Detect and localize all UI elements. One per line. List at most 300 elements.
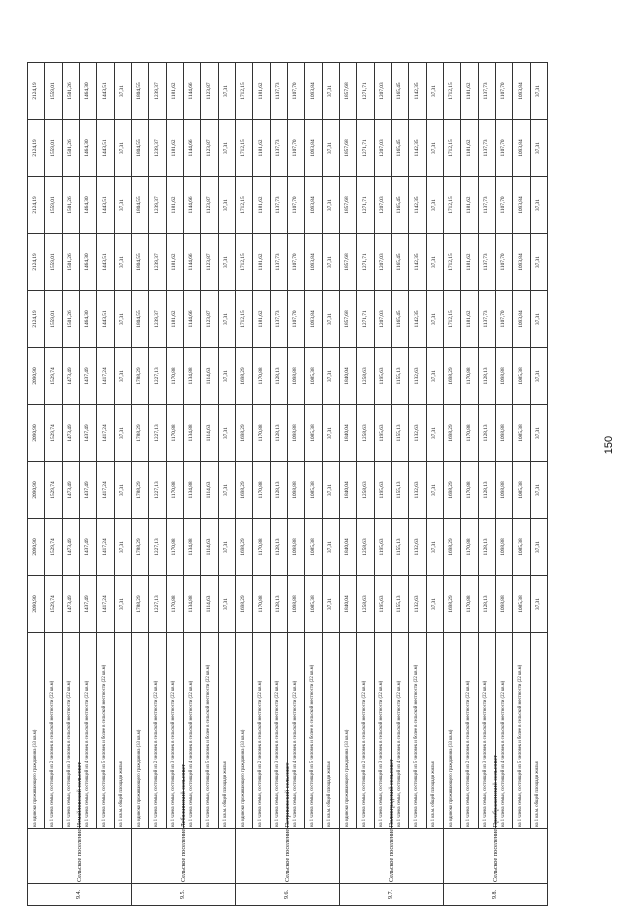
value-cell: 1098,88 — [495, 405, 512, 462]
value-cell: 1128,13 — [478, 348, 495, 405]
value-cell: 1207,03 — [374, 63, 391, 120]
value-cell: 1473,49 — [62, 348, 79, 405]
value-cell: 1128,13 — [270, 348, 287, 405]
value-cell: 1207,03 — [374, 177, 391, 234]
value-cell: 1155,13 — [391, 576, 408, 633]
value-cell: 1529,74 — [45, 576, 62, 633]
value-cell: 37,31 — [114, 576, 131, 633]
value-cell: 1181,62 — [253, 177, 270, 234]
table-body — [28, 63, 548, 906]
value-cell: 2124,19 — [28, 177, 45, 234]
value-cell: 1181,62 — [166, 120, 183, 177]
value-cell: 1464,30 — [79, 234, 96, 291]
value-cell: 1114,63 — [201, 348, 218, 405]
value-cell: 1085,38 — [513, 519, 530, 576]
value-cell: 1857,68 — [339, 120, 356, 177]
value-cell: 1712,15 — [235, 291, 252, 348]
value-cell: 1142,35 — [409, 177, 426, 234]
table-row — [149, 63, 166, 906]
value-cell: 37,31 — [114, 120, 131, 177]
value-cell: 1093,84 — [305, 63, 322, 120]
category-description: на 1 члена семьи, состоящей из 2 человек в сельской местности (22 кв.м) — [149, 633, 166, 829]
value-cell: 37,31 — [114, 348, 131, 405]
value-cell: 1165,45 — [391, 234, 408, 291]
value-cell: 1134,88 — [183, 405, 200, 462]
category-description: на 1 кв.м. общей площади жилья — [322, 633, 339, 829]
row-number: 9.5. — [131, 884, 235, 906]
value-cell: 37,31 — [426, 519, 443, 576]
value-cell: 1437,49 — [79, 576, 96, 633]
value-cell: 1098,88 — [495, 576, 512, 633]
value-cell: 1181,62 — [461, 291, 478, 348]
value-cell: 1712,15 — [443, 63, 460, 120]
value-cell: 1788,29 — [131, 405, 148, 462]
value-cell: 37,31 — [218, 462, 235, 519]
value-cell: 1165,45 — [391, 63, 408, 120]
value-cell: 1464,30 — [79, 177, 96, 234]
value-cell: 1132,63 — [409, 462, 426, 519]
value-cell: 37,31 — [114, 234, 131, 291]
value-cell: 1098,88 — [287, 462, 304, 519]
value-cell: 1417,24 — [97, 576, 114, 633]
value-cell: 1443,51 — [97, 291, 114, 348]
value-cell: 1098,88 — [287, 405, 304, 462]
value-cell: 1271,71 — [357, 177, 374, 234]
value-cell: 1227,13 — [149, 348, 166, 405]
value-cell: 1144,66 — [183, 63, 200, 120]
value-cell: 1170,88 — [461, 576, 478, 633]
value-cell: 1698,29 — [443, 405, 460, 462]
value-cell: 37,31 — [322, 576, 339, 633]
value-cell: 1840,04 — [339, 519, 356, 576]
value-cell: 1170,88 — [166, 462, 183, 519]
value-cell: 1093,84 — [513, 291, 530, 348]
category-description: на одиноко проживающего гражданина (33 кв.м) — [339, 633, 356, 829]
category-description: на одиноко проживающего гражданина (33 кв.м) — [131, 633, 148, 829]
value-cell: 37,31 — [426, 405, 443, 462]
value-cell: 1107,70 — [287, 291, 304, 348]
value-cell: 37,31 — [218, 234, 235, 291]
value-cell: 1437,49 — [79, 462, 96, 519]
table-row — [114, 63, 131, 906]
value-cell: 1239,37 — [149, 234, 166, 291]
value-cell: 37,31 — [114, 462, 131, 519]
value-cell: 1107,70 — [495, 120, 512, 177]
value-cell: 1788,29 — [131, 519, 148, 576]
value-cell: 1114,63 — [201, 462, 218, 519]
value-cell: 37,31 — [114, 291, 131, 348]
value-cell: 37,31 — [426, 576, 443, 633]
value-cell: 37,31 — [218, 120, 235, 177]
value-cell: 37,31 — [322, 462, 339, 519]
value-cell: 1698,29 — [235, 405, 252, 462]
value-cell: 1698,29 — [235, 519, 252, 576]
value-cell: 1417,24 — [97, 519, 114, 576]
value-cell: 1529,74 — [45, 405, 62, 462]
row-number: 9.6. — [235, 884, 339, 906]
value-cell: 1114,63 — [201, 519, 218, 576]
value-cell: 1443,51 — [97, 177, 114, 234]
value-cell: 1181,62 — [253, 234, 270, 291]
value-cell: 1137,73 — [478, 234, 495, 291]
value-cell: 1107,70 — [495, 234, 512, 291]
value-cell: 1123,87 — [201, 291, 218, 348]
value-cell: 1132,63 — [409, 576, 426, 633]
value-cell: 37,31 — [114, 405, 131, 462]
value-cell: 1258,63 — [357, 348, 374, 405]
value-cell: 37,31 — [322, 519, 339, 576]
value-cell: 1085,38 — [305, 348, 322, 405]
value-cell: 1107,70 — [495, 177, 512, 234]
value-cell: 1085,38 — [305, 519, 322, 576]
value-cell: 1165,45 — [391, 291, 408, 348]
value-cell: 1098,88 — [495, 348, 512, 405]
value-cell: 1085,38 — [513, 348, 530, 405]
value-cell: 1132,63 — [409, 348, 426, 405]
value-cell: 1712,15 — [443, 177, 460, 234]
value-cell: 1207,03 — [374, 234, 391, 291]
value-cell: 1239,37 — [149, 177, 166, 234]
value-cell: 37,31 — [426, 63, 443, 120]
value-cell: 1840,04 — [339, 348, 356, 405]
value-cell: 1473,49 — [62, 462, 79, 519]
table-row — [357, 63, 374, 906]
value-cell: 1464,30 — [79, 291, 96, 348]
value-cell: 2090,90 — [28, 348, 45, 405]
value-cell: 1170,88 — [166, 405, 183, 462]
value-cell: 1698,29 — [235, 348, 252, 405]
value-cell: 1501,26 — [62, 291, 79, 348]
category-description: на одиноко проживающего гражданина (33 кв.м) — [443, 633, 460, 829]
value-cell: 1559,01 — [45, 63, 62, 120]
value-cell: 1137,73 — [270, 120, 287, 177]
category-description: на 1 члена семьи, состоящей из 2 человек в сельской местности (22 кв.м) — [253, 633, 270, 829]
value-cell: 1788,29 — [131, 576, 148, 633]
table-row — [426, 63, 443, 906]
category-description: на 1 члена семьи, состоящей из 4 человек в сельской местности (22 кв.м) — [287, 633, 304, 829]
value-cell: 1128,13 — [270, 405, 287, 462]
value-cell: 1170,88 — [461, 405, 478, 462]
value-cell: 1134,88 — [183, 462, 200, 519]
value-cell: 1227,13 — [149, 576, 166, 633]
value-cell: 1788,29 — [131, 348, 148, 405]
value-cell: 1134,88 — [183, 519, 200, 576]
value-cell: 1144,66 — [183, 234, 200, 291]
value-cell: 1181,62 — [166, 177, 183, 234]
value-cell: 1170,88 — [166, 576, 183, 633]
value-cell: 1155,13 — [391, 519, 408, 576]
value-cell: 1181,62 — [253, 291, 270, 348]
tariff-table — [27, 62, 548, 906]
value-cell: 1085,38 — [513, 405, 530, 462]
row-number: 9.4. — [28, 884, 132, 906]
row-number: 9.8. — [443, 884, 547, 906]
value-cell: 2090,90 — [28, 576, 45, 633]
value-cell: 1098,88 — [287, 519, 304, 576]
value-cell: 1170,88 — [461, 519, 478, 576]
value-cell: 1712,15 — [443, 234, 460, 291]
value-cell: 1529,74 — [45, 348, 62, 405]
value-cell: 1271,71 — [357, 63, 374, 120]
value-cell: 1098,88 — [495, 519, 512, 576]
value-cell: 1085,38 — [513, 462, 530, 519]
value-cell: 1239,37 — [149, 120, 166, 177]
value-cell: 1258,63 — [357, 519, 374, 576]
value-cell: 37,31 — [530, 234, 547, 291]
value-cell: 37,31 — [530, 519, 547, 576]
value-cell: 1123,87 — [201, 177, 218, 234]
value-cell: 37,31 — [530, 291, 547, 348]
value-cell: 1144,66 — [183, 177, 200, 234]
value-cell: 1857,68 — [339, 63, 356, 120]
value-cell: 1559,01 — [45, 291, 62, 348]
value-cell: 1788,29 — [131, 462, 148, 519]
value-cell: 1207,03 — [374, 291, 391, 348]
category-description: на 1 члена семьи, состоящей из 3 человек в сельской местности (22 кв.м) — [62, 633, 79, 829]
category-description: на 1 члена семьи, состоящей из 5 человек и более в сельской местности (22 кв.м) — [201, 633, 218, 829]
value-cell: 1098,88 — [287, 348, 304, 405]
value-cell: 1085,38 — [305, 462, 322, 519]
value-cell: 37,31 — [426, 291, 443, 348]
table-row — [131, 63, 148, 906]
value-cell: 1107,70 — [495, 63, 512, 120]
value-cell: 1181,62 — [461, 63, 478, 120]
value-cell: 1170,88 — [253, 348, 270, 405]
value-cell: 1170,88 — [461, 348, 478, 405]
settlement-name: Сельское поселение Измайловский сельсовет — [28, 829, 132, 884]
category-description: на 1 члена семьи, состоящей из 4 человек в сельской местности (22 кв.м) — [79, 633, 96, 829]
value-cell: 1271,71 — [357, 291, 374, 348]
value-cell: 1857,68 — [339, 177, 356, 234]
value-cell: 1712,15 — [235, 63, 252, 120]
value-cell: 1128,13 — [270, 462, 287, 519]
value-cell: 1170,88 — [253, 405, 270, 462]
value-cell: 1857,68 — [339, 234, 356, 291]
value-cell: 1258,63 — [357, 462, 374, 519]
value-cell: 1142,35 — [409, 120, 426, 177]
value-cell: 1437,49 — [79, 348, 96, 405]
value-cell: 37,31 — [530, 63, 547, 120]
value-cell: 1170,88 — [253, 519, 270, 576]
value-cell: 1170,88 — [166, 348, 183, 405]
category-description: на 1 члена семьи, состоящей из 5 человек и более в сельской местности (22 кв.м) — [513, 633, 530, 829]
category-description: на 1 члена семьи, состоящей из 4 человек в сельской местности (22 кв.м) — [391, 633, 408, 829]
table-row — [45, 63, 62, 906]
value-cell: 2124,19 — [28, 234, 45, 291]
value-cell: 1098,88 — [495, 462, 512, 519]
value-cell: 1195,63 — [374, 519, 391, 576]
value-cell: 1501,26 — [62, 234, 79, 291]
category-description: на 1 члена семьи, состоящей из 2 человек в сельской местности (22 кв.м) — [357, 633, 374, 829]
value-cell: 1137,73 — [478, 120, 495, 177]
value-cell: 1804,55 — [131, 120, 148, 177]
value-cell: 1132,63 — [409, 405, 426, 462]
settlement-name: Сельское поселение Полноградский сельсовет — [339, 829, 443, 884]
category-description: на 1 кв.м. общей площади жилья — [530, 633, 547, 829]
value-cell: 37,31 — [530, 462, 547, 519]
value-cell: 1093,84 — [305, 177, 322, 234]
value-cell: 1085,38 — [305, 405, 322, 462]
value-cell: 1144,66 — [183, 120, 200, 177]
value-cell: 1155,13 — [391, 462, 408, 519]
value-cell: 1804,55 — [131, 177, 148, 234]
table-row — [253, 63, 270, 906]
value-cell: 1181,62 — [166, 234, 183, 291]
value-cell: 1501,26 — [62, 63, 79, 120]
value-cell: 1128,13 — [478, 576, 495, 633]
value-cell: 1155,13 — [391, 405, 408, 462]
value-cell: 1804,55 — [131, 234, 148, 291]
value-cell: 1137,73 — [270, 291, 287, 348]
category-description: на 1 члена семьи, состоящей из 3 человек в сельской местности (22 кв.м) — [478, 633, 495, 829]
value-cell: 1258,63 — [357, 576, 374, 633]
value-cell: 1137,73 — [270, 234, 287, 291]
value-cell: 1698,29 — [443, 576, 460, 633]
value-cell: 1170,88 — [253, 462, 270, 519]
value-cell: 2124,19 — [28, 120, 45, 177]
table-row — [305, 63, 322, 906]
row-number: 9.7. — [339, 884, 443, 906]
value-cell: 1165,45 — [391, 120, 408, 177]
value-cell: 1529,74 — [45, 519, 62, 576]
value-cell: 1804,55 — [131, 63, 148, 120]
value-cell: 1128,13 — [478, 405, 495, 462]
category-description: на 1 члена семьи, состоящей из 5 человек и более в сельской местности (22 кв.м) — [97, 633, 114, 829]
value-cell: 1473,49 — [62, 519, 79, 576]
category-description: на 1 члена семьи, состоящей из 5 человек и более в сельской местности (22 кв.м) — [409, 633, 426, 829]
value-cell: 37,31 — [322, 120, 339, 177]
value-cell: 1712,15 — [235, 177, 252, 234]
value-cell: 1227,13 — [149, 405, 166, 462]
value-cell: 37,31 — [218, 177, 235, 234]
value-cell: 1165,45 — [391, 177, 408, 234]
category-description: на 1 члена семьи, состоящей из 5 человек и более в сельской местности (22 кв.м) — [305, 633, 322, 829]
value-cell: 1170,88 — [461, 462, 478, 519]
table-row — [513, 63, 530, 906]
value-cell: 1227,13 — [149, 462, 166, 519]
value-cell: 37,31 — [218, 576, 235, 633]
value-cell: 1840,04 — [339, 462, 356, 519]
category-description: на 1 кв.м. общей площади жилья — [426, 633, 443, 829]
value-cell: 1181,62 — [166, 63, 183, 120]
value-cell: 1712,15 — [443, 291, 460, 348]
value-cell: 37,31 — [114, 519, 131, 576]
value-cell: 37,31 — [426, 234, 443, 291]
value-cell: 1529,74 — [45, 462, 62, 519]
value-cell: 1443,51 — [97, 120, 114, 177]
value-cell: 1181,62 — [461, 234, 478, 291]
value-cell: 1093,84 — [305, 234, 322, 291]
value-cell: 1698,29 — [235, 576, 252, 633]
value-cell: 1417,24 — [97, 462, 114, 519]
value-cell: 1443,51 — [97, 63, 114, 120]
category-description: на 1 члена семьи, состоящей из 3 человек в сельской местности (22 кв.м) — [166, 633, 183, 829]
value-cell: 1195,63 — [374, 576, 391, 633]
table-row — [443, 63, 460, 906]
value-cell: 1107,70 — [495, 291, 512, 348]
value-cell: 37,31 — [530, 348, 547, 405]
value-cell: 1155,13 — [391, 348, 408, 405]
value-cell: 2090,90 — [28, 405, 45, 462]
value-cell: 37,31 — [530, 120, 547, 177]
value-cell: 1195,63 — [374, 348, 391, 405]
value-cell: 1142,35 — [409, 63, 426, 120]
value-cell: 37,31 — [530, 576, 547, 633]
rotated-table-frame — [27, 62, 548, 906]
settlement-name: Сельское поселение Лебяжинский сельсовет — [131, 829, 235, 884]
value-cell: 1437,49 — [79, 519, 96, 576]
value-cell: 1107,70 — [287, 234, 304, 291]
value-cell: 1107,70 — [287, 177, 304, 234]
value-cell: 1464,30 — [79, 120, 96, 177]
value-cell: 1464,30 — [79, 63, 96, 120]
value-cell: 1137,73 — [270, 63, 287, 120]
value-cell: 37,31 — [426, 177, 443, 234]
value-cell: 1207,03 — [374, 120, 391, 177]
value-cell: 1239,37 — [149, 291, 166, 348]
value-cell: 1473,49 — [62, 576, 79, 633]
value-cell: 1857,68 — [339, 291, 356, 348]
category-description: на 1 члена семьи, состоящей из 2 человек в сельской местности (22 кв.м) — [461, 633, 478, 829]
value-cell: 1134,88 — [183, 576, 200, 633]
value-cell: 2090,90 — [28, 462, 45, 519]
value-cell: 1093,84 — [305, 291, 322, 348]
value-cell: 1258,63 — [357, 405, 374, 462]
value-cell: 1195,63 — [374, 405, 391, 462]
value-cell: 1098,88 — [287, 576, 304, 633]
value-cell: 1417,24 — [97, 405, 114, 462]
value-cell: 37,31 — [530, 177, 547, 234]
value-cell: 1840,04 — [339, 405, 356, 462]
value-cell: 37,31 — [322, 348, 339, 405]
category-description: на 1 члена семьи, состоящей из 2 человек в сельской местности (22 кв.м) — [45, 633, 62, 829]
value-cell: 37,31 — [218, 348, 235, 405]
value-cell: 37,31 — [114, 177, 131, 234]
table-row — [322, 63, 339, 906]
value-cell: 1227,13 — [149, 519, 166, 576]
value-cell: 1093,84 — [513, 234, 530, 291]
value-cell: 37,31 — [530, 405, 547, 462]
value-cell: 37,31 — [218, 405, 235, 462]
category-description: на 1 кв.м. общей площади жилья — [114, 633, 131, 829]
category-description: на 1 члена семьи, состоящей из 3 человек в сельской местности (22 кв.м) — [270, 633, 287, 829]
value-cell: 1195,63 — [374, 462, 391, 519]
value-cell: 1712,15 — [443, 120, 460, 177]
value-cell: 37,31 — [322, 405, 339, 462]
value-cell: 1085,38 — [513, 576, 530, 633]
value-cell: 1437,49 — [79, 405, 96, 462]
value-cell: 37,31 — [426, 348, 443, 405]
table-row — [97, 63, 114, 906]
value-cell: 1134,88 — [183, 348, 200, 405]
page-number: 150 — [603, 435, 615, 455]
value-cell: 1128,13 — [270, 576, 287, 633]
value-cell: 1114,63 — [201, 405, 218, 462]
value-cell: 37,31 — [218, 291, 235, 348]
value-cell: 1144,66 — [183, 291, 200, 348]
value-cell: 1712,15 — [235, 120, 252, 177]
value-cell: 1114,63 — [201, 576, 218, 633]
value-cell: 2124,19 — [28, 63, 45, 120]
settlement-name: Сельское поселение Преображенский сельсовет — [443, 829, 547, 884]
value-cell: 1107,70 — [287, 120, 304, 177]
category-description: на одиноко проживающего гражданина (33 кв.м) — [235, 633, 252, 829]
value-cell: 1123,87 — [201, 63, 218, 120]
value-cell: 2090,90 — [28, 519, 45, 576]
value-cell: 1473,49 — [62, 405, 79, 462]
value-cell: 1239,37 — [149, 63, 166, 120]
value-cell: 1137,73 — [478, 291, 495, 348]
